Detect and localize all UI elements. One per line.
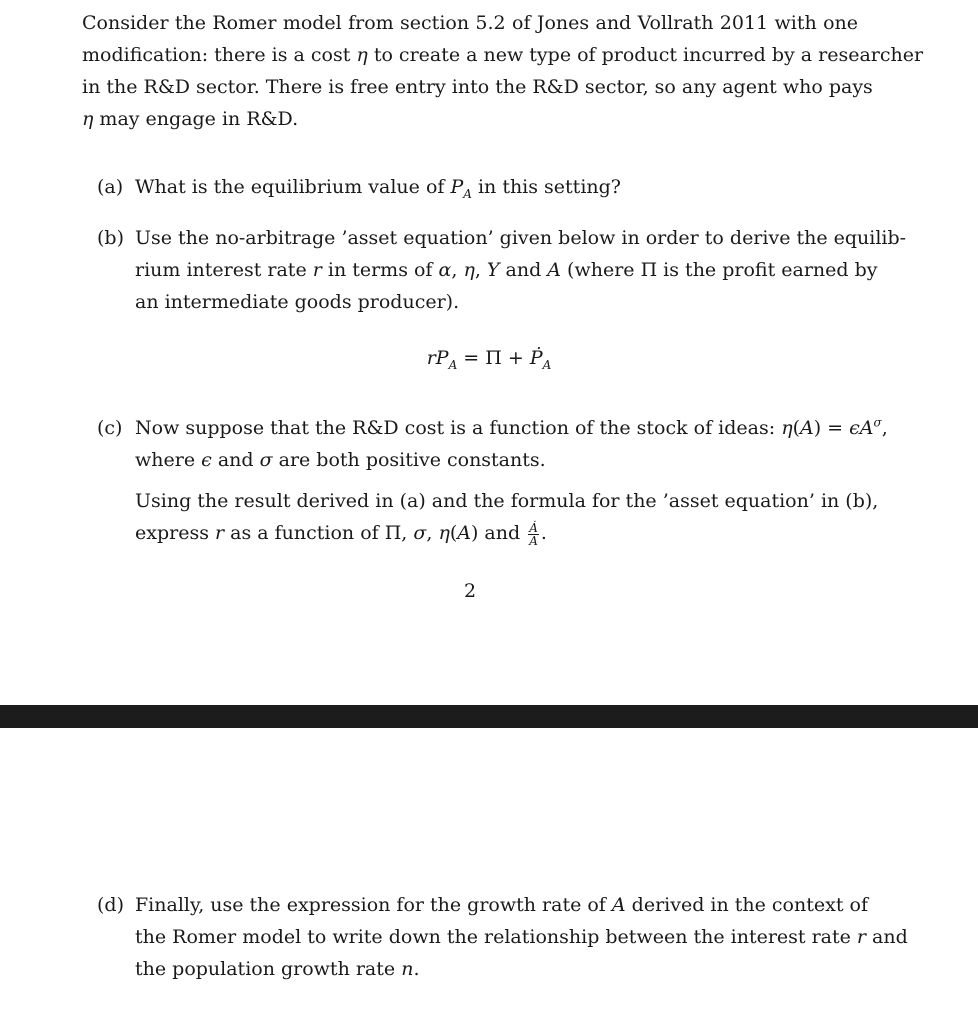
question-c-line-4: express r as a function of Π, σ, η(A) and $\frac{Ȧ}{A}$ . [135, 520, 547, 548]
question-c-line-1: Now suppose that the R&D cost is a function of the stock of ideas: $\eta(A) = \epsilon A^\sigma$, [135, 415, 888, 439]
intro-line-2: modification: there is a cost η to create a new type of product incurred by a researcher [82, 44, 924, 66]
question-c [97, 412, 888, 549]
question-c-label: (c) [97, 417, 123, 439]
question-c-line-2: where ϵ and σ are both positive constants. [135, 449, 546, 471]
intro-line-4: η may engage in R&D. [82, 108, 299, 130]
asset-equation: $rP_A = \Pi$ + Ṗ$_A$ [426, 347, 552, 372]
question-b [97, 222, 907, 318]
page-number: 2 [463, 580, 477, 602]
question-d-line-3: the population growth rate n. [135, 958, 420, 980]
question-b-label: (b) [97, 227, 124, 249]
page-divider [0, 705, 978, 728]
question-a-text: What is the equilibrium value of $P_A$ in this setting? [135, 176, 621, 201]
question-b-line-2: rium interest rate r in terms of α, η, Y and A (where Π is the profit earned by [135, 259, 878, 281]
question-d-line-1: Finally, use the expression for the growth rate of A derived in the context of [135, 894, 868, 916]
intro-line-1: Consider the Romer model from section 5.2 of Jones and Vollrath 2011 with one [82, 12, 858, 34]
question-b-line-1: Use the no-arbitrage ’asset equation’ given below in order to derive the equilib- [135, 227, 907, 249]
question-d-line-2: the Romer model to write down the relationship between the interest rate r and [135, 926, 908, 948]
a-dot-over-a-fraction: $\frac{Ȧ}{A}$ [529, 520, 538, 548]
question-b-line-3: an intermediate goods producer). [135, 291, 460, 313]
intro-paragraph [82, 7, 924, 135]
question-d-label: (d) [97, 894, 124, 916]
question-a [97, 171, 858, 203]
question-a-label: (a) [97, 176, 124, 198]
question-c-line-3: Using the result derived in (a) and the formula for the ’asset equation’ in (b), [135, 490, 879, 512]
intro-line-3: in the R&D sector. There is free entry into the R&D sector, so any agent who pays [82, 76, 873, 98]
question-d [97, 889, 908, 985]
